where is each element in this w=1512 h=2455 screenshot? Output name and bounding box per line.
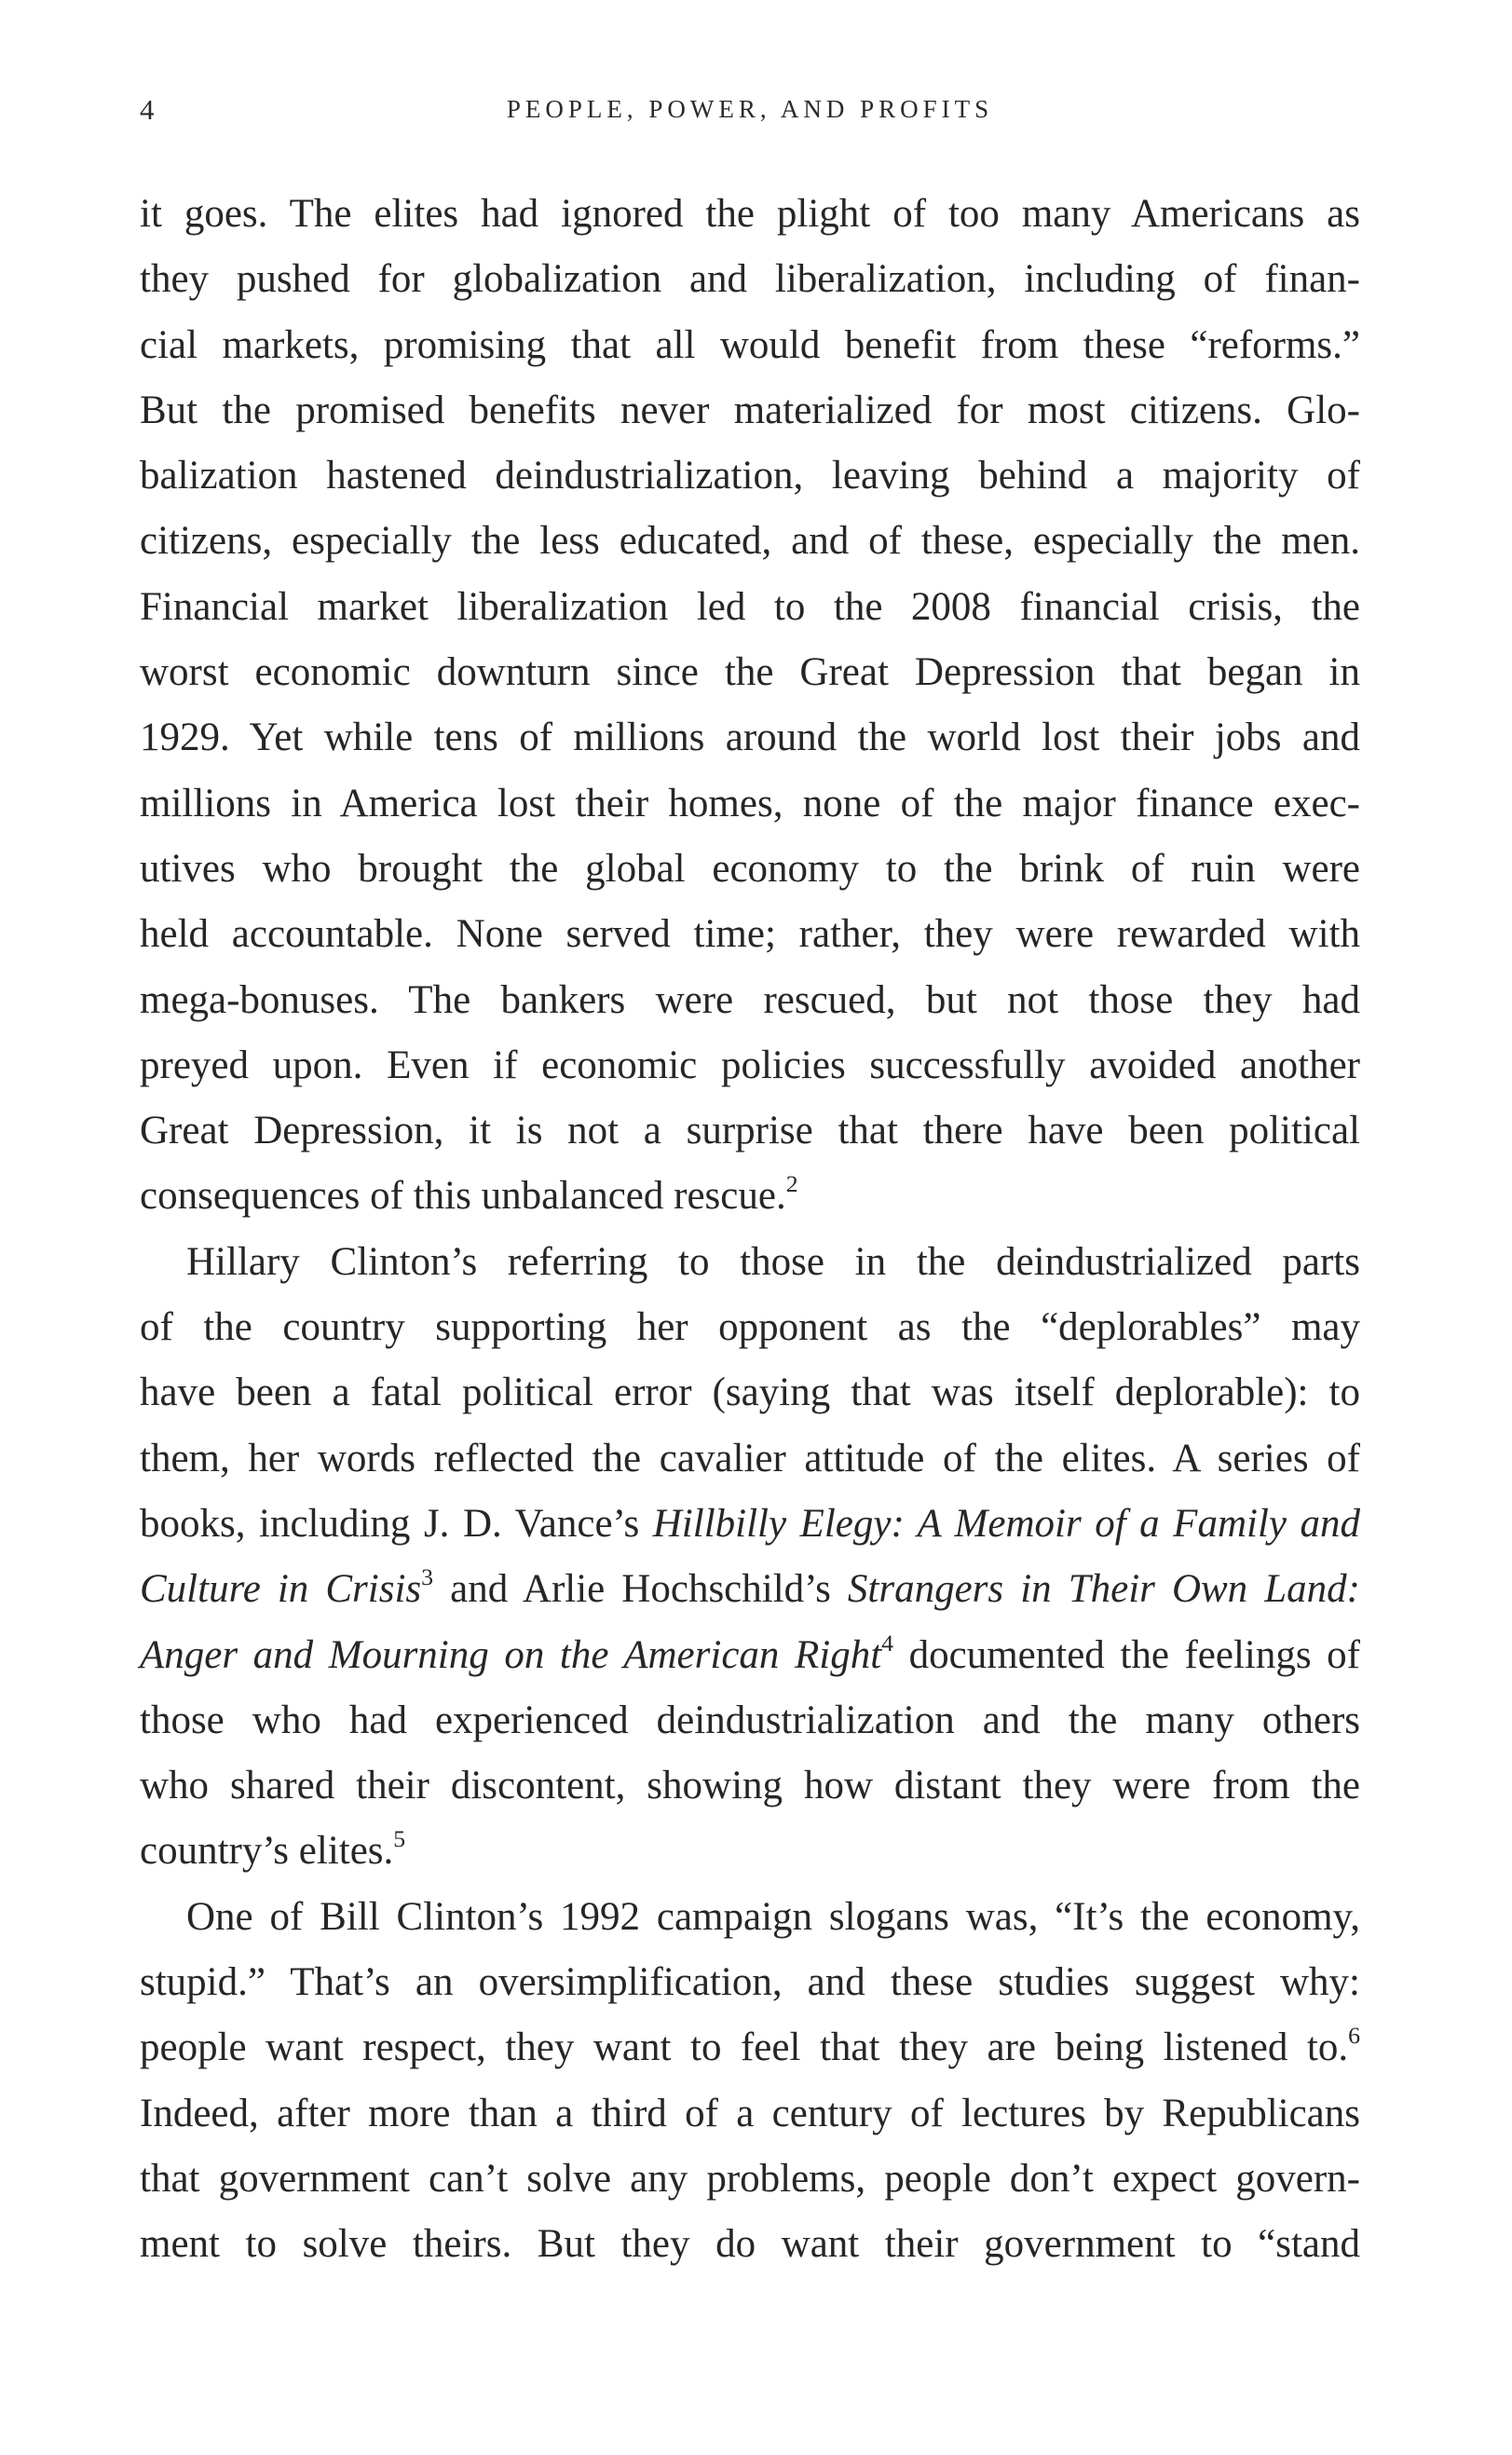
paragraph-2 [140,1230,1360,1885]
text-run: country’s elites. [140,1829,394,1874]
text-line: held accountable. None served time; rather, they were rewarded with [140,912,1360,957]
text-line: 1929. Yet while tens of millions around the world lost their jobs and [140,716,1360,760]
text-line [140,2015,1360,2080]
text-run: and Arlie Hochschild’s [433,1567,848,1612]
text-line: it goes. The elites had ignored the plight of too many Americans as [140,192,1360,236]
footnote-ref: 3 [421,1563,434,1591]
running-title: PEOPLE, POWER, AND PROFITS [506,95,994,123]
text-line: utives who brought the global economy to the brink of ruin were [140,846,1360,891]
book-title-hillbilly-elegy-cont: Culture in Crisis [140,1567,422,1612]
text-line [140,1623,1360,1688]
text-line: they pushed for globalization and liberalization, including of finan- [140,257,1360,302]
text-line: who shared their discontent, showing how distant they were from the [140,1764,1360,1808]
text-run: books, including J. D. Vance’s [140,1501,653,1546]
text-run: people want respect, they want to feel that they are being listened to. [140,2025,1349,2070]
text-line: mega-bonuses. The bankers were rescued, but not those they had [140,977,1360,1022]
book-title-strangers-cont: Anger and Mourning on the American Right [140,1632,882,1677]
text-line [140,1557,1360,1622]
running-head [140,93,1360,134]
book-title-hillbilly-elegy: Hillbilly Elegy: A Memoir of a Family and [652,1501,1360,1546]
text-line: citizens, especially the less educated, and of these, especially the men. [140,519,1360,564]
body-text [140,182,1360,2278]
text-line: One of Bill Clinton’s 1992 campaign slogans was, “It’s the economy, [186,1894,1360,1939]
text-run: documented the feelings of [893,1632,1361,1677]
text-line: have been a fatal political error (saying that was itself deplorable): to [140,1371,1360,1415]
text-line: stupid.” That’s an oversimplification, and these studies suggest why: [140,1960,1360,2005]
text-line: Indeed, after more than a third of a century of lectures by Republicans [140,2091,1360,2135]
text-line [140,1492,1360,1557]
page-number: 4 [140,93,155,126]
text-line: Financial market liberalization led to the 2008 financial crisis, the [140,584,1360,629]
text-line [140,1164,1360,1229]
book-title-strangers: Strangers in Their Own Land: [847,1567,1360,1612]
text-line: that government can’t solve any problems, people don’t expect govern- [140,2156,1360,2201]
text-line: worst economic downturn since the Great Depression that began in [140,650,1360,695]
text-line: millions in America lost their homes, none of the major finance exec- [140,781,1360,825]
footnote-ref: 5 [393,1825,406,1853]
text-line: of the country supporting her opponent as the “deplorables” may [140,1305,1360,1350]
text-line: Hillary Clinton’s referring to those in the deindustrialized parts [186,1239,1360,1284]
text-line: preyed upon. Even if economic policies successfully avoided another [140,1043,1360,1087]
text-line: balization hastened deindustrialization, leaving behind a majority of [140,454,1360,498]
footnote-ref: 4 [881,1629,894,1657]
footnote-ref: 6 [1348,2022,1360,2050]
text-line: those who had experienced deindustrialization and the many others [140,1698,1360,1742]
paragraph-3 [140,1885,1360,2278]
text-line: them, her words reflected the cavalier attitude of the elites. A series of [140,1436,1360,1480]
text-line: Great Depression, it is not a surprise that there have been political [140,1109,1360,1153]
paragraph-1 [140,182,1360,1230]
text-line [140,1819,1360,1884]
text-line: But the promised benefits never materialized for most citizens. Glo- [140,388,1360,432]
text-run: consequences of this unbalanced rescue. [140,1174,786,1219]
footnote-ref: 2 [785,1170,798,1198]
text-line: ment to solve theirs. But they do want their government to “stand [140,2222,1360,2267]
text-line: cial markets, promising that all would benefit from these “reforms.” [140,322,1360,367]
